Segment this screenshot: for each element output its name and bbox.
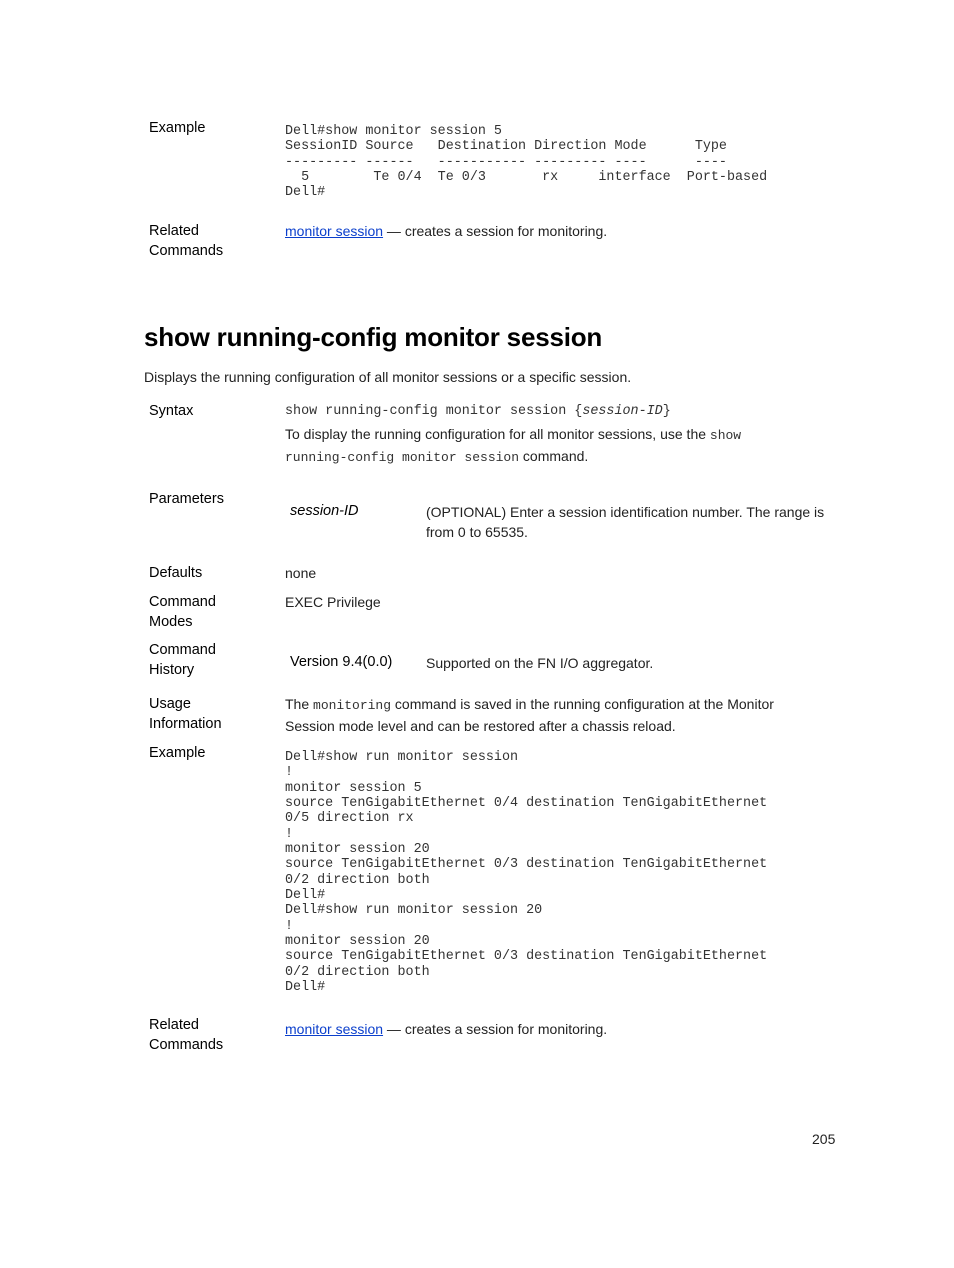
related-commands-label-bottom (149, 1016, 223, 1055)
command-modes-label (149, 593, 216, 632)
usage-label (149, 695, 222, 734)
related-bottom-label-line1: Related (149, 1017, 199, 1033)
related-commands-top (285, 221, 607, 241)
usage-line2: Session mode level and can be restored after a chassis reload. (285, 718, 676, 734)
usage-prefix: The (285, 696, 314, 712)
history-desc: Supported on the FN I/O aggregator. (426, 655, 654, 671)
defaults-value: none (285, 565, 317, 581)
syntax-note-prefix: To display the running configuration for all monitor sessions, use the (285, 426, 710, 442)
usage-text (285, 694, 845, 736)
syntax-note-code1: show (709, 428, 742, 443)
monitor-session-link-top[interactable]: monitor session (285, 223, 384, 239)
example-code-top: Dell#show monitor session 5 SessionID Source Destination Direction Mode Type --------- ------ ----------- --------- ---- ---- 5 Te 0/4 Te 0/3 rx interface Port-based Dell# (285, 124, 768, 201)
syntax-note (285, 424, 825, 468)
page-number: 205 (812, 1131, 836, 1147)
param-session-id-desc: (OPTIONAL) Enter a session identification number. The range is from 0 to 65535. (426, 504, 825, 540)
example-label-top: Example (149, 120, 206, 136)
related-bottom-label-line2: Commands (149, 1036, 224, 1053)
syntax-note-suffix: command. (519, 448, 589, 464)
param-session-id: session-ID (290, 503, 359, 519)
related-commands-label-top (149, 222, 223, 261)
usage-label-line1: Usage (149, 696, 191, 712)
history-version: Version 9.4(0.0) (290, 654, 393, 670)
command-history-label (149, 641, 216, 680)
history-label-line1: Command (149, 642, 216, 658)
syntax-note-code2: running-config monitor session (285, 450, 520, 465)
command-modes-value: EXEC Privilege (285, 594, 381, 610)
defaults-label: Defaults (149, 565, 203, 581)
related-text-top: — creates a session for monitoring. (383, 223, 608, 239)
parameters-label: Parameters (149, 491, 224, 507)
example-label-bottom: Example (149, 745, 206, 761)
related-commands-bottom (285, 1019, 607, 1039)
history-label-line2: History (149, 661, 195, 678)
syntax-command (285, 402, 671, 422)
related-label-line2: Commands (149, 242, 224, 259)
command-description: Displays the running configuration of all monitor sessions or a specific session. (144, 369, 632, 385)
syntax-cmd-prefix: show running-config monitor session { (285, 404, 583, 419)
usage-label-line2: Information (149, 715, 222, 732)
usage-code: monitoring (313, 698, 392, 713)
related-label-line1: Related (149, 223, 199, 239)
modes-label-line1: Command (149, 594, 216, 610)
monitor-session-link-bottom[interactable]: monitor session (285, 1021, 384, 1037)
page-title: show running-config monitor session (144, 322, 603, 352)
syntax-cmd-suffix: } (662, 404, 671, 419)
usage-line1-suffix: command is saved in the running configuration at the Monitor (391, 696, 774, 712)
syntax-cmd-arg: session-ID (582, 404, 663, 419)
example-code-bottom: Dell#show run monitor session ! monitor session 5 source TenGigabitEthernet 0/4 destination TenGigabitEthernet 0/5 direction rx ! monitor session 20 source TenGigabitEthernet 0/3 destination TenGigabitEthernet 0/2 direction both Dell# Dell#show run monitor session 20 ! monitor session 20 source TenGigabitEthernet 0/3 destination TenGigabitEthernet 0/2 direction both Dell# (285, 750, 768, 996)
related-text-bottom: — creates a session for monitoring. (383, 1021, 608, 1037)
modes-label-line2: Modes (149, 613, 193, 630)
syntax-label: Syntax (149, 403, 194, 419)
syntax-block (285, 402, 671, 422)
